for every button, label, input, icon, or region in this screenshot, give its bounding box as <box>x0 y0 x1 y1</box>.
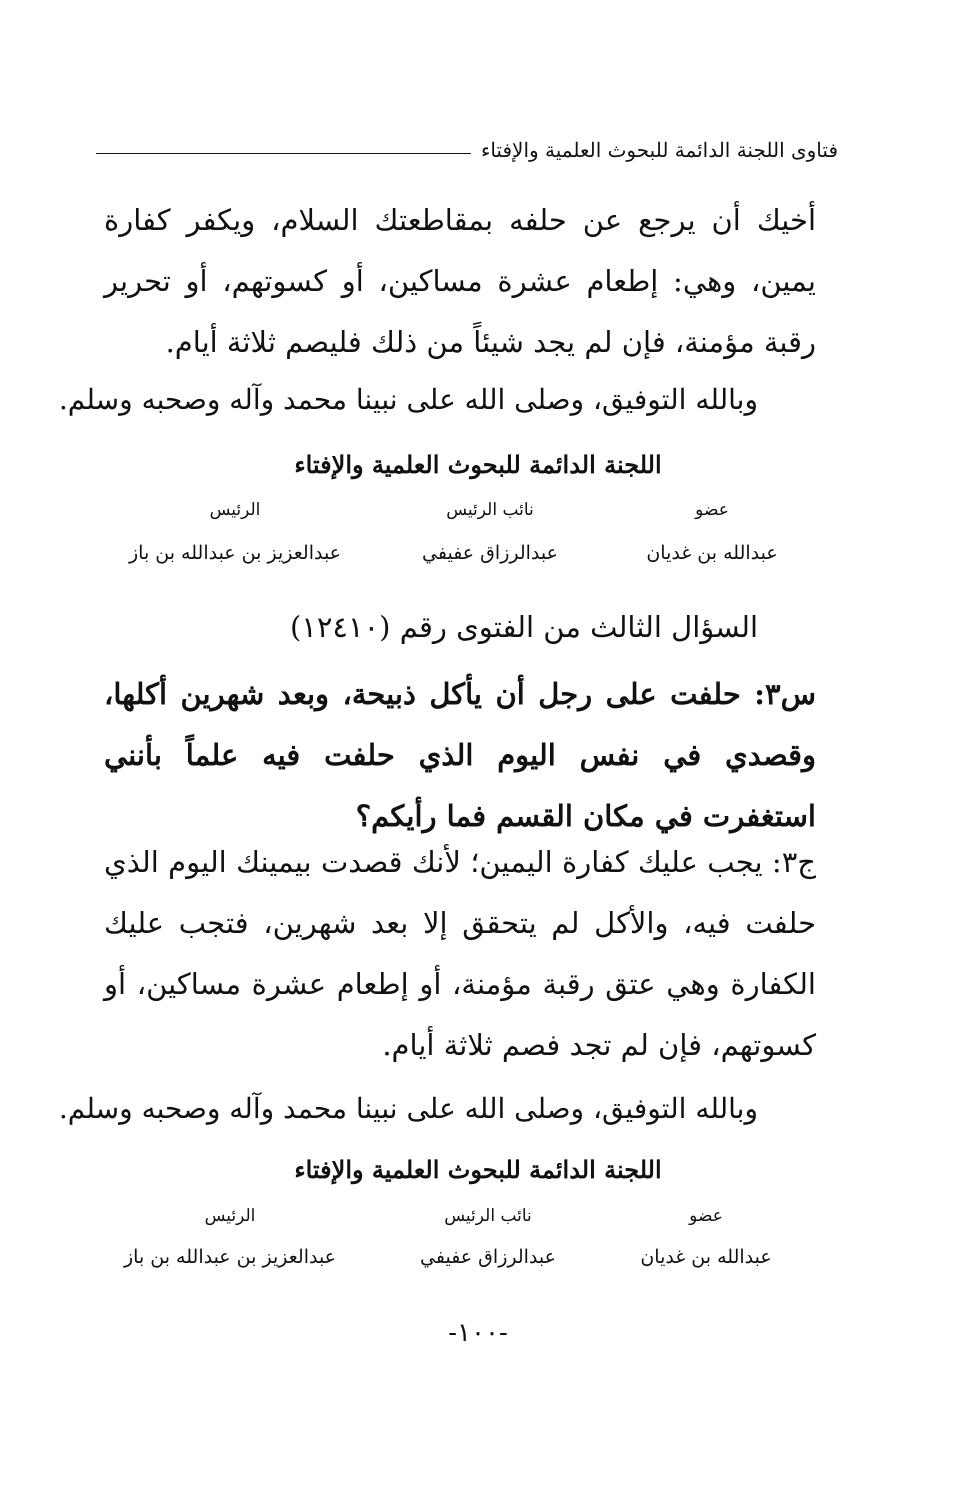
vice-president-name: عبدالرزاق عفيفي <box>422 542 558 564</box>
header-title: فتاوى اللجنة الدائمة للبحوث العلمية والإفتاء <box>480 138 838 162</box>
closing-prayer-1: وبالله التوفيق، وصلى الله على نبينا محمد وآله وصحبه وسلم. <box>58 383 758 416</box>
president-role: الرئيس <box>204 1206 256 1226</box>
previous-answer-continuation: أخيك أن يرجع عن حلفه بمقاطعتك السلام، ويكفر كفارة يمين، وهي: إطعام عشرة مساكين، أو كسوتهم، أو تحرير رقبة مؤمنة، فإن لم يجد شيئاً من ذلك فليصم ثلاثة أيام. <box>104 203 816 359</box>
member-role: عضو <box>695 500 729 520</box>
member-name: عبدالله بن غديان <box>640 1246 772 1268</box>
committee-title-1: اللجنة الدائمة للبحوث العلمية والإفتاء <box>294 450 662 479</box>
vice-president-name: عبدالرزاق عفيفي <box>420 1246 556 1268</box>
answer-text: ج٣: يجب عليك كفارة اليمين؛ لأنك قصدت بيمينك اليوم الذي حلفت فيه، والأكل لم يتحقق إلا بعد شهرين، فتجب عليك الكفارة وهي عتق رقبة مؤمنة، أو إطعام عشرة مساكين، أو كسوتهم، فإن لم تجد فصم ثلاثة أيام. <box>104 845 816 1062</box>
closing-prayer-2: وبالله التوفيق، وصلى الله على نبينا محمد وآله وصحبه وسلم. <box>58 1092 758 1125</box>
vice-president-role: نائب الرئيس <box>444 1206 532 1226</box>
header-rule <box>96 153 471 154</box>
running-header <box>96 138 838 162</box>
committee-title-2: اللجنة الدائمة للبحوث العلمية والإفتاء <box>294 1155 662 1184</box>
president-role: الرئيس <box>209 500 261 520</box>
president-name: عبدالعزيز بن عبدالله بن باز <box>123 1246 337 1268</box>
question-text: س٣: حلفت على رجل أن يأكل ذبيحة، وبعد شهرين أكلها، وقصدي في نفس اليوم الذي حلفت فيه علماً بأنني استغفرت في مكان القسم فما رأيكم؟ <box>104 677 816 833</box>
fatwa-question-reference: السؤال الثالث من الفتوى رقم (١٢٤١٠) <box>289 610 758 644</box>
member-name: عبدالله بن غديان <box>646 542 778 564</box>
president-name: عبدالعزيز بن عبدالله بن باز <box>128 542 342 564</box>
member-role: عضو <box>689 1206 723 1226</box>
vice-president-role: نائب الرئيس <box>446 500 534 520</box>
page-number: -١٠٠- <box>448 1318 508 1348</box>
